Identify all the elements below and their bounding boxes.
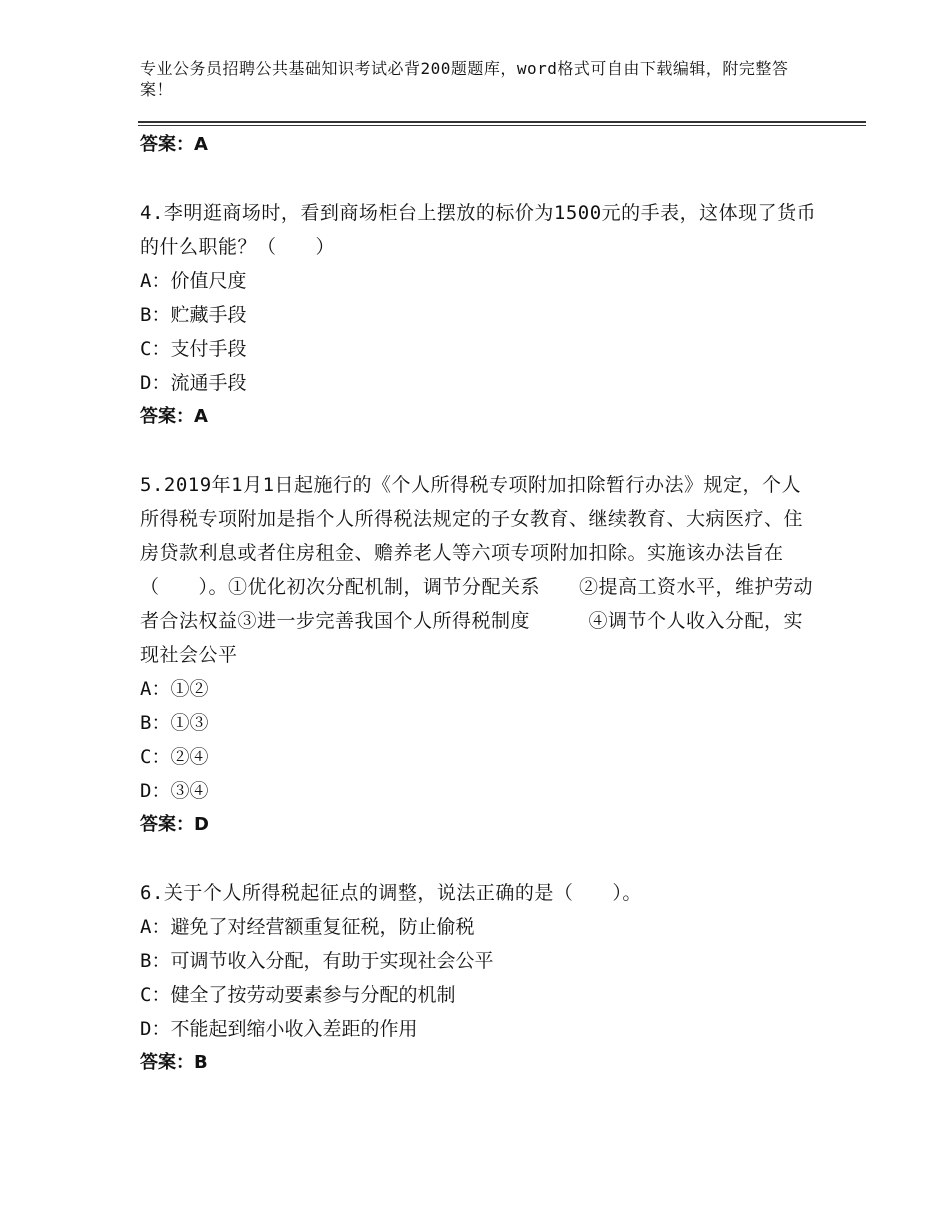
answer-label: 答案：A [140,406,208,427]
option-b: B：可调节收入分配，有助于实现社会公平 [140,950,494,972]
option-b: B：①③ [140,712,209,734]
option-a: A：价值尺度 [140,270,247,292]
option-a: A：①② [140,678,209,700]
question-text: 4.李明逛商场时，看到商场柜台上摆放的标价为1500元的手表，这体现了货币的什么职能？（ ） [140,202,817,258]
option-d: D：③④ [140,780,209,802]
option-d: D：流通手段 [140,372,247,394]
answer-label: 答案：D [140,814,209,835]
question-text: 5.2019年1月1日起施行的《个人所得税专项附加扣除暂行办法》规定，个人所得税专项附加是指个人所得税法规定的子女教育、继续教育、大病医疗、住房贷款利息或者住房租金、赡养老人等六项专项附加扣除。实施该办法旨在（ ）。①优化初次分配机制，调节分配关系 ②提高工资水平，维护劳动者合法权益③进一步完善我国个人所得税制度 ④调节个人收入分配，实现社会公平 [140,474,814,666]
question-text: 6.关于个人所得税起征点的调整，说法正确的是（ ）。 [140,882,642,904]
option-c: C：支付手段 [140,338,247,360]
option-c: C：②④ [140,746,209,768]
option-c: C：健全了按劳动要素参与分配的机制 [140,984,456,1006]
option-d: D：不能起到缩小收入差距的作用 [140,1018,418,1040]
option-a: A：避免了对经营额重复征税，防止偷税 [140,916,475,938]
answer-label: 答案：B [140,1052,208,1073]
question-6 [140,876,820,1080]
header-divider-thin [138,125,866,126]
question-4 [140,196,820,434]
page-header: 专业公务员招聘公共基础知识考试必背200题题库，word格式可自由下载编辑，附完整答案！ [140,59,789,99]
header-divider [138,121,866,123]
option-b: B：贮藏手段 [140,304,247,326]
document-body [140,128,820,1080]
question-5 [140,468,820,842]
answer-label: 答案：A [140,134,208,155]
